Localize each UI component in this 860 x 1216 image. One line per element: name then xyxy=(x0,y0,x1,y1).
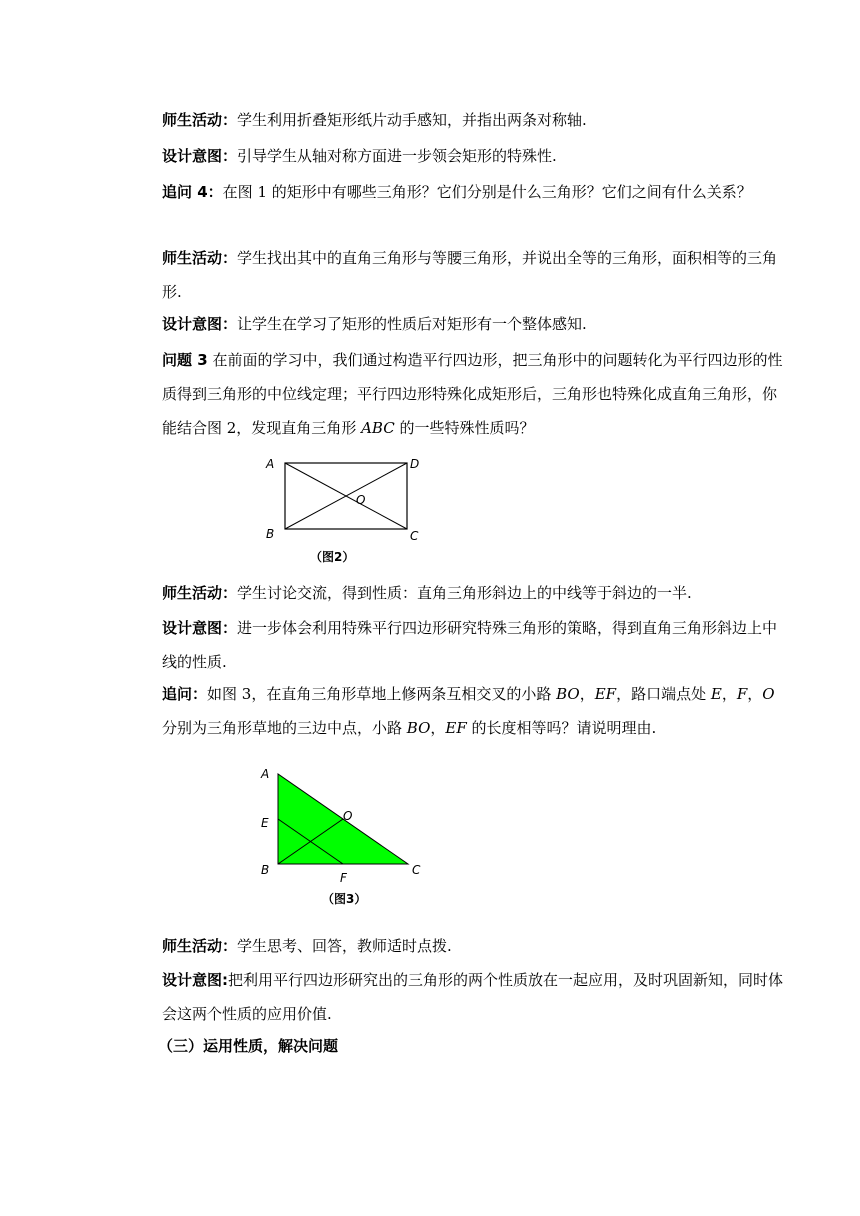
paragraph-text: 引导学生从轴对称方面进一步领会矩形的特殊性. xyxy=(237,147,557,165)
separator: ， xyxy=(579,685,595,703)
paragraph-text: 学生思考、回答，教师适时点拨. xyxy=(237,937,452,955)
paragraph-label: 师生活动： xyxy=(162,111,238,129)
paragraph-text: 的长度相等吗？请说明理由. xyxy=(466,719,657,737)
vertex-label-a: A xyxy=(266,457,275,471)
paragraph-text: 让学生在学习了矩形的性质后对矩形有一个整体感知. xyxy=(237,315,587,333)
paragraph-text: 分别为三角形草地的三边中点，小路 xyxy=(162,719,407,737)
vertex-label-c: C xyxy=(410,529,419,543)
paragraph-label: 设计意图： xyxy=(162,619,238,637)
paragraph-label: 追问： xyxy=(162,685,208,703)
paragraph-follow-up-question-4 xyxy=(162,175,790,209)
paragraph-text: 学生利用折叠矩形纸片动手感知，并指出两条对称轴. xyxy=(237,111,587,129)
paragraph-text: 学生讨论交流，得到性质：直角三角形斜边上的中线等于斜边的一半. xyxy=(237,584,692,602)
paragraph-label: 师生活动： xyxy=(162,937,238,955)
paragraph-design-intent-1 xyxy=(162,139,790,173)
paragraph-teacher-student-activity-2 xyxy=(162,241,790,309)
paragraph-label: 师生活动： xyxy=(162,249,238,267)
figure-3-right-triangle xyxy=(256,762,436,888)
paragraph-label: 设计意图： xyxy=(162,315,238,333)
vertex-label-c: C xyxy=(412,863,421,877)
segment-bo: BO xyxy=(556,685,580,703)
paragraph-text: 在前面的学习中，我们通过构造平行四边形，把三角形中的问题转化为平行四边形的性质得到三角形的中位线定理；平行四边形特殊化成矩形后，三角形也特殊化成直角三角形，你能结合图 2，发现直角三角形 xyxy=(162,351,783,437)
point-label-o: O xyxy=(343,809,353,823)
vertex-label-b: B xyxy=(261,863,270,877)
paragraph-text: 的一些特殊性质吗？ xyxy=(394,419,535,437)
figure-3-caption: （图3） xyxy=(322,892,367,906)
paragraph-teacher-student-activity-4 xyxy=(162,929,790,963)
paragraph-design-intent-4 xyxy=(162,963,790,1031)
paragraph-design-intent-3 xyxy=(162,611,790,679)
paragraph-text: 把利用平行四边形研究出的三角形的两个性质放在一起应用，及时巩固新知，同时体会这两个性质的应用价值. xyxy=(162,971,784,1023)
paragraph-text: 如图 3，在直角三角形草地上修两条互相交叉的小路 xyxy=(207,685,557,703)
paragraph-text: ，路口端点处 xyxy=(616,685,711,703)
separator: ， xyxy=(721,685,737,703)
paragraph-teacher-student-activity-3 xyxy=(162,576,790,610)
vertex-label-d: D xyxy=(410,457,420,471)
paragraph-text: 进一步体会利用特殊平行四边形研究特殊三角形的策略，得到直角三角形斜边上中线的性质. xyxy=(162,619,778,671)
paragraph-label: 设计意图: xyxy=(162,971,228,989)
vertex-label-a: A xyxy=(261,767,270,781)
point-o: O xyxy=(762,685,775,703)
paragraph-label: 设计意图： xyxy=(162,147,238,165)
separator: ， xyxy=(747,685,763,703)
section-heading-apply-properties: （三）运用性质，解决问题 xyxy=(158,1037,339,1055)
point-e: E xyxy=(710,685,722,703)
paragraph-label: 追问 4： xyxy=(162,183,223,201)
segment-bo: BO xyxy=(406,719,431,737)
paragraph-follow-up-question xyxy=(162,677,790,745)
paragraph-teacher-student-activity-1 xyxy=(162,103,790,137)
paragraph-text: 学生找出其中的直角三角形与等腰三角形，并说出全等的三角形，面积相等的三角形. xyxy=(162,249,778,301)
point-label-e: E xyxy=(261,816,269,830)
paragraph-label: 师生活动： xyxy=(162,584,238,602)
point-label-f: F xyxy=(340,871,347,885)
separator: ， xyxy=(430,719,446,737)
point-f: F xyxy=(736,685,748,703)
triangle-name: ABC xyxy=(361,419,395,437)
paragraph-label: 问题 3 xyxy=(162,351,208,369)
segment-ef: EF xyxy=(594,685,617,703)
paragraph-text: 在图 1 的矩形中有哪些三角形？它们分别是什么三角形？它们之间有什么关系？ xyxy=(222,183,752,201)
segment-ef: EF xyxy=(445,719,467,737)
paragraph-question-3 xyxy=(162,343,790,445)
vertex-label-b: B xyxy=(266,527,275,541)
center-label-o: O xyxy=(356,493,366,507)
paragraph-design-intent-2 xyxy=(162,307,790,341)
figure-2-caption: （图2） xyxy=(310,550,355,564)
